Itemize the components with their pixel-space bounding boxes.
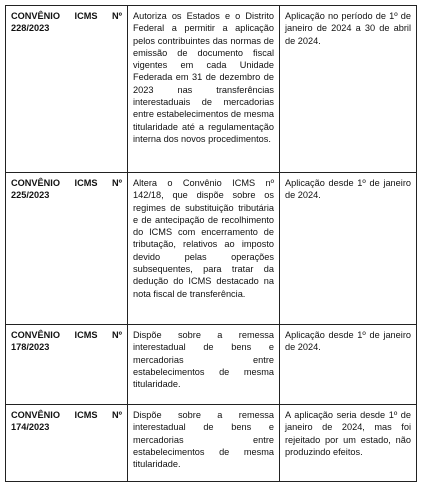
convenio-label: CONVÊNIO ICMS Nº [11, 330, 122, 340]
convenio-number: 174/2023 [11, 422, 50, 433]
convenio-description: Dispõe sobre a remessa interestadual de bens e mercadorias entre estabelecimentos de mesma titularidade. [128, 405, 280, 482]
convenio-number: 178/2023 [11, 342, 50, 353]
convenio-description: Altera o Convênio ICMS nº 142/18, que dispõe sobre os regimes de substituição tributária e de antecipação de recolhimento do ICMS com encerramento de tributação, relativos ao imposto devido pelas operações subsequentes, para tratar da dedução do ICMS destacado na nota fiscal de transferência. [128, 173, 280, 325]
convenio-number: 225/2023 [11, 190, 50, 201]
convenio-label: CONVÊNIO ICMS Nº [11, 410, 122, 420]
table-row [6, 173, 417, 325]
table-row [6, 325, 417, 405]
convenio-application: Aplicação desde 1º de janeiro de 2024. [280, 173, 417, 325]
convenio-application: Aplicação no período de 1º de janeiro de 2024 a 30 de abril de 2024. [280, 6, 417, 173]
convenio-reference-cell [6, 325, 128, 405]
table-row [6, 6, 417, 173]
convenio-reference-cell [6, 6, 128, 173]
table-row [6, 405, 417, 482]
convenio-reference-cell [6, 405, 128, 482]
convenio-label: CONVÊNIO ICMS Nº [11, 11, 122, 21]
convenios-table [5, 5, 417, 482]
convenio-reference-cell [6, 173, 128, 325]
convenio-number: 228/2023 [11, 23, 50, 34]
convenio-application: Aplicação desde 1º de janeiro de 2024. [280, 325, 417, 405]
convenio-description: Dispõe sobre a remessa interestadual de bens e mercadorias entre estabelecimentos de mesma titularidade. [128, 325, 280, 405]
convenio-application: A aplicação seria desde 1º de janeiro de 2024, mas foi rejeitado por um estado, não produzindo efeitos. [280, 405, 417, 482]
convenio-description: Autoriza os Estados e o Distrito Federal a permitir a aplicação pelos contribuintes das normas de emissão de documento fiscal vigentes em cada Unidade Federada em 31 de dezembro de 2023 nas transferências interestaduais de mercadorias entre estabelecimentos de mesma titularidade até a regulamentação interna dos novos procedimentos. [128, 6, 280, 173]
convenio-label: CONVÊNIO ICMS Nº [11, 178, 122, 188]
